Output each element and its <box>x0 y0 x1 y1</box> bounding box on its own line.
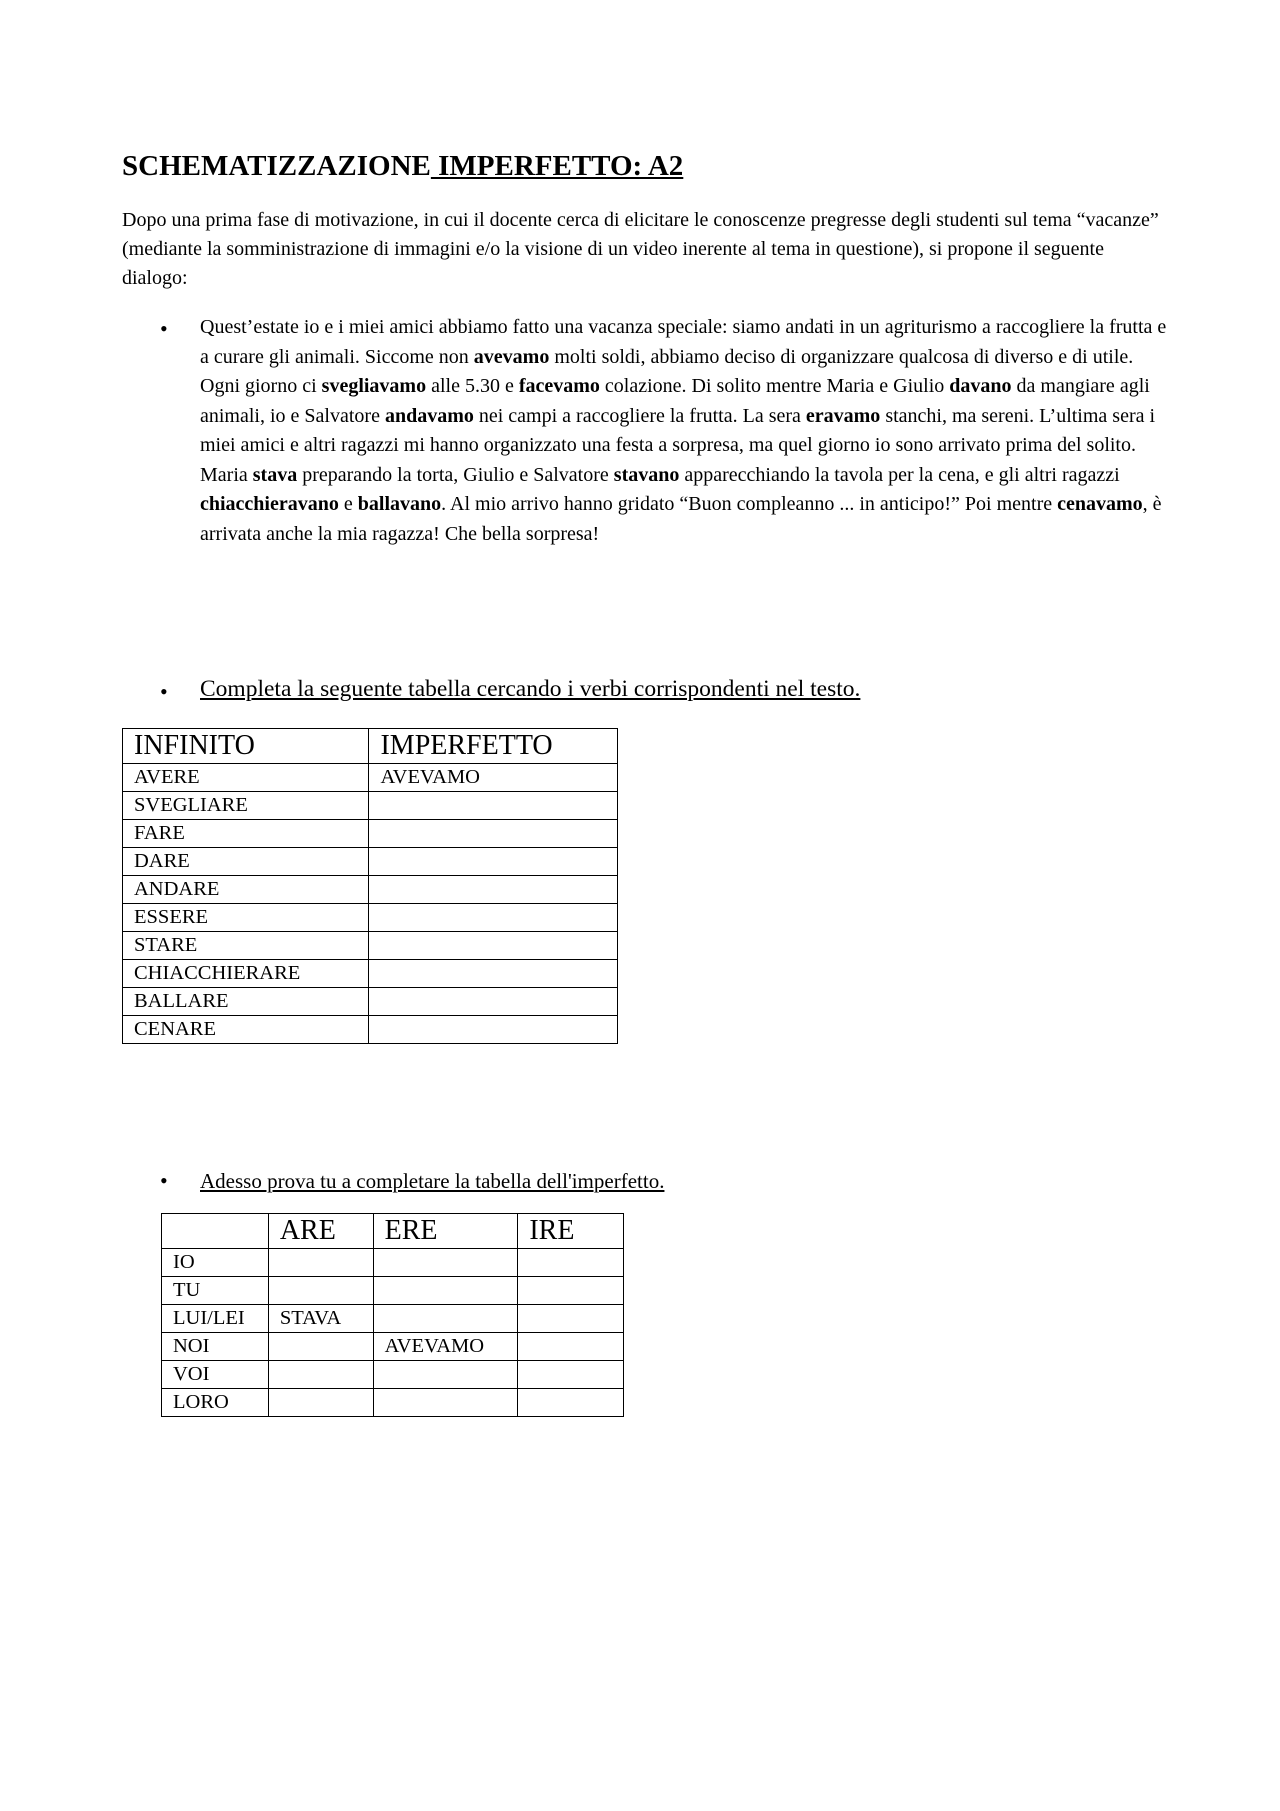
table-row <box>123 904 618 932</box>
are-cell[interactable] <box>268 1249 373 1277</box>
infinito-cell: SVEGLIARE <box>123 792 369 820</box>
header-ire: IRE <box>518 1214 624 1249</box>
table-row <box>123 960 618 988</box>
highlighted-verb: facevamo <box>518 375 600 397</box>
dialogue-text: apparecchiando la tavola per la cena, e gli altri ragazzi <box>679 463 1120 486</box>
table-row <box>123 1016 618 1044</box>
table-row <box>123 876 618 904</box>
ire-cell[interactable] <box>518 1361 624 1389</box>
dialogue-text: nei campi a raccogliere la frutta. La sera <box>473 404 806 427</box>
imperfetto-cell[interactable] <box>369 932 618 960</box>
instruction-complete-conjugation: Adesso prova tu a completare la tabella dell'imperfetto. <box>200 1169 665 1193</box>
intro-paragraph: Dopo una prima fase di motivazione, in cui il docente cerca di elicitare le conoscenze pregresse degli studenti sul tema “vacanze” (mediante la somministrazione di immagini e/o la visione di un video inerente al tema in questione), si propone il seguente dialogo: <box>122 209 1159 289</box>
highlighted-verb: eravamo <box>805 404 881 427</box>
ire-cell[interactable] <box>518 1333 624 1361</box>
ere-cell[interactable] <box>373 1389 518 1417</box>
ere-cell[interactable] <box>373 1361 518 1389</box>
table-row <box>162 1305 624 1333</box>
infinito-cell: FARE <box>123 820 369 848</box>
infinito-cell: ESSERE <box>123 904 369 932</box>
title-underlined: IMPERFETTO: A2 <box>430 150 684 182</box>
dialogue-paragraph <box>200 313 1175 549</box>
highlighted-verb: cenavamo <box>1057 493 1143 515</box>
table-row <box>162 1361 624 1389</box>
imperfetto-cell[interactable] <box>369 876 618 904</box>
pronoun-cell: LUI/LEI <box>162 1305 269 1333</box>
ire-cell[interactable] <box>518 1389 624 1417</box>
are-cell[interactable] <box>268 1277 373 1305</box>
ere-cell[interactable] <box>373 1305 518 1333</box>
table-row <box>123 820 618 848</box>
pronoun-cell: VOI <box>162 1361 269 1389</box>
infinito-cell: BALLARE <box>123 988 369 1016</box>
bullet-instruction-2: • <box>160 1168 168 1193</box>
imperfetto-cell[interactable] <box>369 960 618 988</box>
dialogue-text: da mangiare agli animali, io e Salvatore <box>200 375 1150 427</box>
dialogue-text: stanchi, ma sereni. L’ultima sera i miei amici e altri ragazzi mi hanno organizzato una festa a sorpresa, ma quel giorno io sono arrivato prima del solito. Maria <box>200 404 1156 486</box>
table-row <box>162 1333 624 1361</box>
imperfetto-cell[interactable] <box>369 848 618 876</box>
infinito-cell: CHIACCHIERARE <box>123 960 369 988</box>
are-cell[interactable] <box>268 1361 373 1389</box>
dialogue-text: alle 5.30 e <box>426 375 519 397</box>
table-row <box>123 932 618 960</box>
ere-cell[interactable]: AVEVAMO <box>373 1333 518 1361</box>
bullet-instruction-1: • <box>160 679 168 704</box>
pronoun-cell: LORO <box>162 1389 269 1417</box>
are-cell[interactable]: STAVA <box>268 1305 373 1333</box>
highlighted-verb: andavamo <box>384 404 474 427</box>
table-header-row <box>162 1214 624 1249</box>
pronoun-cell: NOI <box>162 1333 269 1361</box>
imperfetto-cell[interactable] <box>369 988 618 1016</box>
infinito-cell: DARE <box>123 848 369 876</box>
conjugation-table <box>161 1213 624 1417</box>
infinito-cell: ANDARE <box>123 876 369 904</box>
dialogue-text: e <box>338 493 358 515</box>
imperfetto-cell[interactable] <box>369 792 618 820</box>
infinito-imperfetto-table <box>122 728 618 1044</box>
header-infinito: INFINITO <box>123 729 369 764</box>
infinito-cell: AVERE <box>123 764 369 792</box>
ere-cell[interactable] <box>373 1277 518 1305</box>
instruction-complete-table: Completa la seguente tabella cercando i verbi corrispondenti nel testo. <box>200 676 861 702</box>
ere-cell[interactable] <box>373 1249 518 1277</box>
highlighted-verb: davano <box>949 375 1012 397</box>
are-cell[interactable] <box>268 1389 373 1417</box>
table-row <box>162 1389 624 1417</box>
highlighted-verb: svegliavamo <box>321 375 427 397</box>
dialogue-text: Quest’estate io e i miei amici abbiamo fatto una vacanza speciale: siamo andati in un agriturismo a raccogliere la frutta e a curare gli animali. Siccome non <box>200 316 1167 368</box>
table-row <box>162 1277 624 1305</box>
header-are: ARE <box>268 1214 373 1249</box>
highlighted-verb: stavano <box>613 463 680 486</box>
ire-cell[interactable] <box>518 1249 624 1277</box>
pronoun-cell: IO <box>162 1249 269 1277</box>
bullet-dialogue: • <box>160 316 168 341</box>
infinito-cell: CENARE <box>123 1016 369 1044</box>
title-main: SCHEMATIZZAZIONE <box>122 150 431 182</box>
header-empty <box>162 1214 269 1249</box>
imperfetto-cell[interactable] <box>369 1016 618 1044</box>
highlighted-verb: stava <box>252 463 298 486</box>
imperfetto-cell[interactable]: AVEVAMO <box>369 764 618 792</box>
table-row <box>162 1249 624 1277</box>
dialogue-text: preparando la torta, Giulio e Salvatore <box>297 463 614 486</box>
pronoun-cell: TU <box>162 1277 269 1305</box>
table-row <box>123 848 618 876</box>
table-row <box>123 988 618 1016</box>
table-header-row <box>123 729 618 764</box>
header-ere: ERE <box>373 1214 518 1249</box>
dialogue-text: . Al mio arrivo hanno gridato “Buon compleanno ... in anticipo!” Poi mentre <box>441 493 1058 515</box>
infinito-cell: STARE <box>123 932 369 960</box>
dialogue-text: colazione. Di solito mentre Maria e Giulio <box>599 375 950 397</box>
highlighted-verb: avevamo <box>473 345 550 368</box>
page-title <box>122 150 683 183</box>
header-imperfetto: IMPERFETTO <box>369 729 618 764</box>
table-row <box>123 792 618 820</box>
highlighted-verb: chiacchieravano <box>200 493 339 515</box>
ire-cell[interactable] <box>518 1305 624 1333</box>
table-row <box>123 764 618 792</box>
dialogue-text: molti soldi, abbiamo deciso di organizzare qualcosa di diverso e di utile. Ogni giorno ci <box>200 345 1134 397</box>
imperfetto-cell[interactable] <box>369 820 618 848</box>
dialogue-text: , è arrivata anche la mia ragazza! Che bella sorpresa! <box>200 493 1162 545</box>
ire-cell[interactable] <box>518 1277 624 1305</box>
highlighted-verb: ballavano <box>357 493 442 515</box>
imperfetto-cell[interactable] <box>369 904 618 932</box>
are-cell[interactable] <box>268 1333 373 1361</box>
